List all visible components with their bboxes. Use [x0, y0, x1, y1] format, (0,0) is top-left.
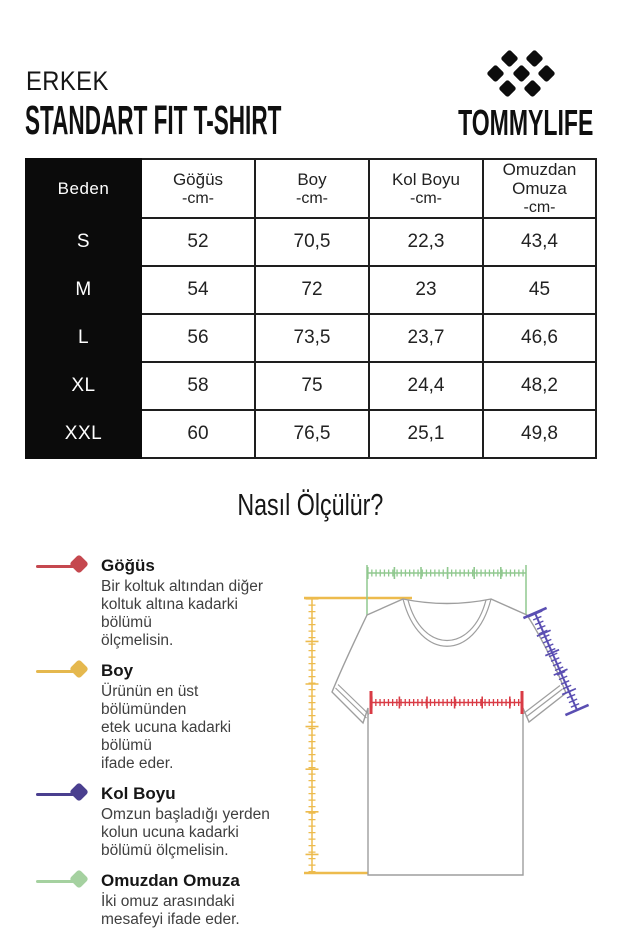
tshirt-outline: [332, 599, 566, 875]
length-diamond-icon: [36, 661, 90, 683]
value-cell: 49,8: [483, 410, 596, 458]
legend-item-boy: Boy Ürünün en üst bölümünden etek ucuna kadarki bölümü ifade eder.: [36, 661, 286, 773]
size-table: [25, 158, 597, 459]
value-cell: 22,3: [369, 218, 483, 266]
legend-label: Omuzdan Omuza: [101, 871, 240, 890]
column-header: Boy -cm-: [255, 159, 369, 218]
size-label: M: [26, 266, 141, 314]
logo-diamond-icon: [523, 79, 541, 97]
logo-diamond-icon: [512, 64, 530, 82]
value-cell: 24,4: [369, 362, 483, 410]
legend-label: Kol Boyu: [101, 784, 176, 803]
value-cell: 54: [141, 266, 255, 314]
size-label: XL: [26, 362, 141, 410]
column-header: Omuzdan Omuza -cm-: [483, 159, 596, 218]
value-cell: 23,7: [369, 314, 483, 362]
table-row: [26, 314, 596, 362]
logo-diamond-icon: [486, 64, 504, 82]
value-cell: 45: [483, 266, 596, 314]
value-cell: 58: [141, 362, 255, 410]
value-cell: 75: [255, 362, 369, 410]
legend-item-gogus: Göğüs Bir koltuk altından diğer koltuk altına kadarki bölümü ölçmelisin.: [36, 556, 286, 650]
brand-name: TOMMYLIFE: [457, 102, 593, 143]
value-cell: 23: [369, 266, 483, 314]
corner-header: Beden: [26, 159, 141, 218]
shoulder-diamond-icon: [36, 871, 90, 893]
sleeve-diamond-icon: [36, 784, 90, 806]
legend-item-omuzdan-omuza: Omuzdan Omuza İki omuz arasındaki mesafeyi ifade eder.: [36, 871, 286, 929]
size-label: S: [26, 218, 141, 266]
value-cell: 72: [255, 266, 369, 314]
tommylife-logo: [486, 50, 566, 98]
legend-label: Göğüs: [101, 556, 155, 575]
tshirt-measurement-diagram: [295, 552, 620, 930]
size-label: XXL: [26, 410, 141, 458]
legend-label: Boy: [101, 661, 134, 680]
value-cell: 52: [141, 218, 255, 266]
value-cell: 25,1: [369, 410, 483, 458]
logo-diamond-icon: [537, 64, 555, 82]
value-cell: 70,5: [255, 218, 369, 266]
table-row: [26, 362, 596, 410]
section-heading: Nasıl Ölçülür?: [236, 487, 384, 522]
column-header: Göğüs -cm-: [141, 159, 255, 218]
table-row: [26, 218, 596, 266]
chest-diamond-icon: [36, 556, 90, 578]
legend-item-kol-boyu: Kol Boyu Omzun başladığı yerden kolun ucuna kadarki bölümü ölçmelisin.: [36, 784, 286, 860]
value-cell: 76,5: [255, 410, 369, 458]
table-row: [26, 410, 596, 458]
table-header-row: [26, 159, 596, 218]
size-label: L: [26, 314, 141, 362]
logo-diamond-icon: [525, 49, 543, 67]
category-heading: ERKEK: [26, 66, 109, 96]
column-header: Kol Boyu -cm-: [369, 159, 483, 218]
value-cell: 46,6: [483, 314, 596, 362]
page-title: STANDART FIT T-SHIRT: [25, 97, 282, 143]
value-cell: 43,4: [483, 218, 596, 266]
value-cell: 48,2: [483, 362, 596, 410]
value-cell: 73,5: [255, 314, 369, 362]
measurement-legend: [36, 556, 286, 930]
value-cell: 60: [141, 410, 255, 458]
logo-diamond-icon: [498, 79, 516, 97]
value-cell: 56: [141, 314, 255, 362]
table-row: [26, 266, 596, 314]
logo-diamond-icon: [500, 49, 518, 67]
